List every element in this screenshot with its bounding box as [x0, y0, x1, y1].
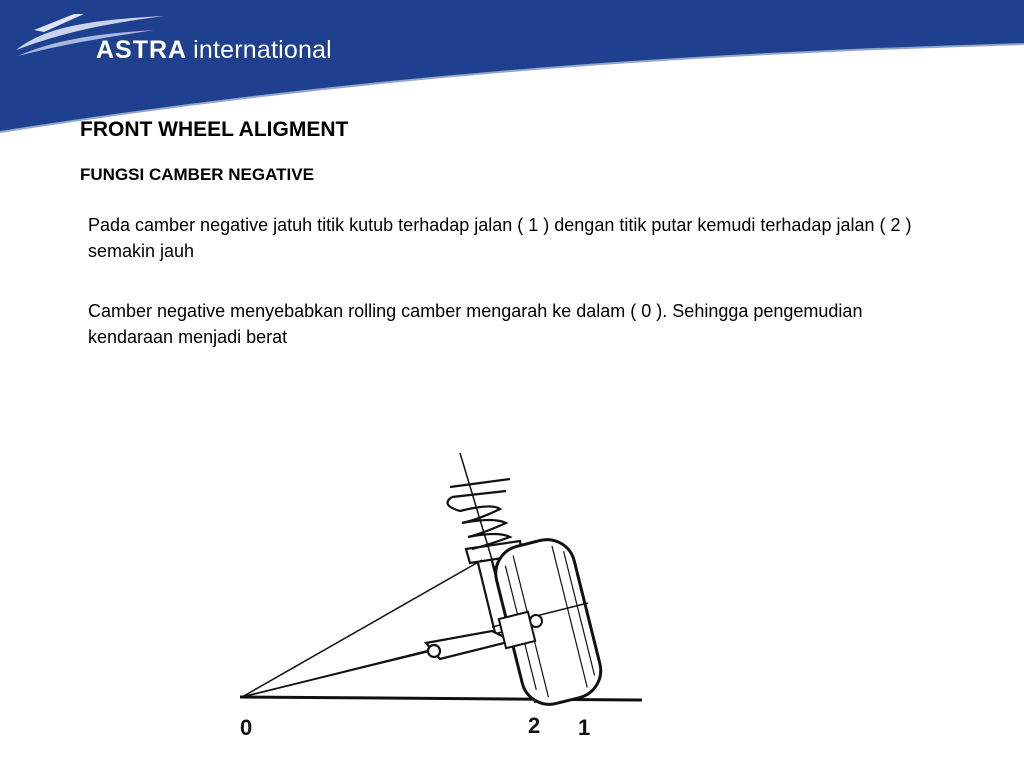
steering-knuckle: [499, 612, 535, 648]
projection-line-upper: [242, 560, 482, 697]
brand-secondary: international: [193, 36, 332, 64]
label-2: 2: [528, 713, 541, 738]
paragraph-1: Pada camber negative jatuh titik kutub terhadap jalan ( 1 ) dengan titik putar kemudi terhadap jalan ( 2 ) semakin jauh: [88, 215, 912, 261]
camber-negative-diagram: [230, 445, 650, 745]
paragraph-2: Camber negative menyebabkan rolling camber mengarah ke dalam ( 0 ). Sehingga pengemudian kendaraan menjadi berat: [88, 301, 863, 347]
label-1: 1: [578, 715, 591, 740]
lower-control-arm: [426, 631, 512, 659]
section-title: FUNGSI CAMBER NEGATIVE: [80, 165, 314, 184]
page-title: FRONT WHEEL ALIGMENT: [80, 118, 349, 141]
label-0: 0: [240, 715, 253, 740]
brand-primary: ASTRA: [96, 36, 188, 64]
astra-international-logo: [96, 36, 332, 65]
projection-line-lower: [242, 650, 435, 697]
